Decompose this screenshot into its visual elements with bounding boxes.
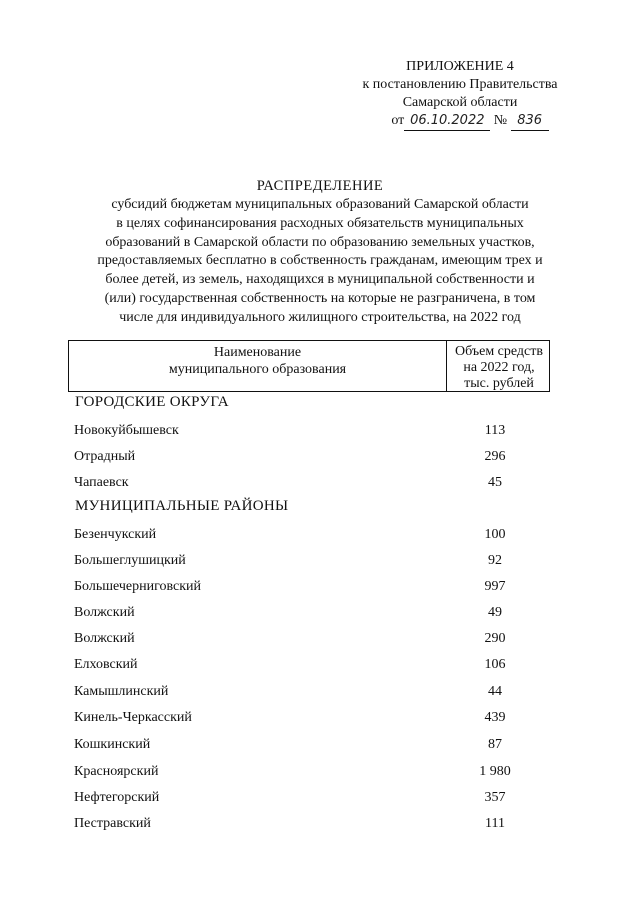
appendix-subtitle-line1: к постановлению Правительства	[362, 77, 558, 92]
handwritten-number: 836	[511, 112, 549, 131]
row-value: 100	[484, 527, 506, 542]
row-name: Волжский	[74, 605, 135, 620]
row-value: 439	[484, 710, 506, 725]
row-name: Красноярский	[74, 764, 159, 779]
row-name: Большечерниговский	[74, 579, 202, 594]
appendix-subtitle-line2: Самарской области	[402, 95, 518, 110]
row-name: Камышлинский	[74, 684, 169, 699]
date-number-line	[350, 112, 590, 131]
subtitle-line: (или) государственная собственность на которые не разграничена, в том	[104, 290, 536, 306]
row-value: 290	[484, 631, 506, 646]
row-name: Большеглушицкий	[74, 553, 186, 568]
table-row	[70, 737, 550, 759]
row-value: 87	[488, 737, 502, 752]
document-subtitle	[60, 196, 580, 328]
column-header-name-line: Наименование	[213, 345, 302, 360]
row-name: Нефтегорский	[74, 790, 160, 805]
row-value: 111	[485, 816, 505, 831]
table-row	[70, 631, 550, 653]
table-row	[70, 527, 550, 549]
column-header-amount-line: тыс. рублей	[464, 376, 534, 391]
row-name: Безенчукский	[74, 527, 157, 542]
table-row	[70, 816, 550, 838]
row-value: 49	[488, 605, 502, 620]
subtitle-line: числе для индивидуального жилищного строительства, на 2022 год	[119, 309, 521, 325]
section-title-municipal-districts: МУНИЦИПАЛЬНЫЕ РАЙОНЫ	[75, 498, 289, 514]
table-row	[70, 790, 550, 812]
table-row	[70, 475, 550, 497]
subtitle-line: субсидий бюджетам муниципальных образований Самарской области	[111, 197, 529, 212]
subtitle-line: предоставляемых бесплатно в собственность гражданам, имеющим трех и	[97, 253, 543, 269]
row-value: 357	[484, 790, 506, 805]
column-header-amount	[447, 341, 551, 391]
row-name: Чапаевск	[74, 475, 129, 490]
table-header	[68, 340, 550, 392]
row-value: 44	[488, 684, 502, 699]
table-row	[70, 553, 550, 575]
subtitle-line: образований в Самарской области по образованию земельных участков,	[105, 234, 535, 250]
table-row	[70, 657, 550, 679]
row-value: 92	[488, 553, 502, 568]
row-value: 1 980	[479, 764, 511, 779]
table-row	[70, 684, 550, 706]
row-value: 113	[484, 423, 506, 438]
row-name: Елховский	[74, 657, 138, 672]
section-title-urban-districts: ГОРОДСКИЕ ОКРУГА	[75, 394, 229, 410]
column-header-amount-line: на 2022 год,	[463, 360, 535, 375]
table-row	[70, 423, 550, 445]
table-row	[70, 579, 550, 601]
row-value: 997	[484, 579, 506, 594]
subtitle-line: в целях софинансирования расходных обязательств муниципальных	[116, 215, 524, 231]
row-name: Кошкинский	[74, 737, 151, 752]
table-row	[70, 605, 550, 627]
row-value: 45	[488, 475, 502, 490]
table-row	[70, 764, 550, 786]
column-header-amount-line: Объем средств	[454, 344, 543, 359]
handwritten-date: 06.10.2022	[404, 112, 490, 131]
subtitle-line: более детей, из земель, находящихся в муниципальной собственности и	[105, 272, 535, 288]
row-value: 296	[484, 449, 506, 464]
date-prefix: от	[391, 113, 405, 128]
row-value: 106	[484, 657, 506, 672]
row-name: Новокуйбышевск	[74, 423, 179, 438]
appendix-title: ПРИЛОЖЕНИЕ 4	[406, 59, 514, 74]
row-name: Пестравский	[74, 816, 151, 831]
number-label: №	[493, 113, 508, 128]
appendix-header	[340, 58, 580, 131]
row-name: Кинель-Черкасский	[74, 710, 192, 725]
document-title: РАСПРЕДЕЛЕНИЕ	[256, 178, 384, 194]
row-name: Отрадный	[74, 449, 136, 464]
column-header-name	[69, 341, 447, 391]
column-header-name-line: муниципального образования	[168, 362, 347, 377]
row-name: Волжский	[74, 631, 135, 646]
table-row	[70, 710, 550, 732]
table-row	[70, 449, 550, 471]
